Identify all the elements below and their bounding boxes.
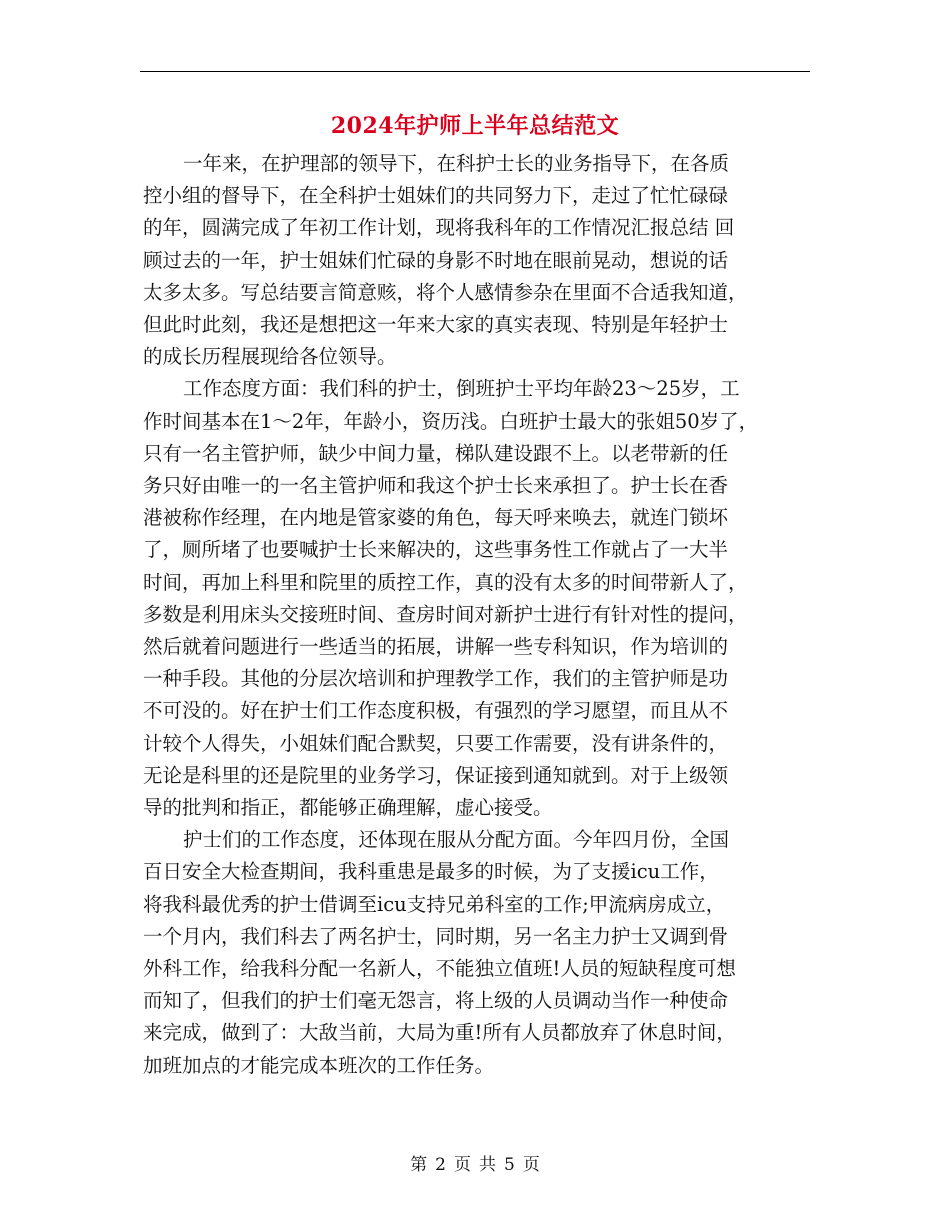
footer-page-unit: 页 <box>454 1155 471 1175</box>
text-line: 无论是科里的还是院里的业务学习，保证接到通知就到。对于上级领 <box>143 763 729 787</box>
text-line: 导的批判和指正，都能够正确理解，虚心接受。 <box>143 796 553 820</box>
text-line: 只有一名主管护师，缺少中间力量，梯队建设跟不上。以老带新的任 <box>143 441 729 465</box>
text-line: 的成长历程展现给各位领导。 <box>143 345 397 369</box>
text-line: 一种手段。其他的分层次培训和护理教学工作，我们的主管护师是功 <box>143 667 729 691</box>
text-line: 然后就着问题进行一些适当的拓展，讲解一些专科知识，作为培训的 <box>143 635 729 659</box>
text-line: 了，厕所堵了也要喊护士长来解决的，这些事务性工作就占了一大半 <box>143 538 729 562</box>
document-body <box>143 148 815 1082</box>
text-line: 来完成，做到了：大敌当前，大局为重!所有人员都放弃了休息时间， <box>143 1021 736 1045</box>
footer-prefix: 第 <box>410 1155 428 1175</box>
header-rule <box>140 71 810 72</box>
text-line: 一年来，在护理部的领导下，在科护士长的业务指导下，在各质 <box>183 152 730 175</box>
page-footer <box>0 1153 950 1177</box>
text-line: 作时间基本在1～2年，年龄小，资历浅。白班护士最大的张姐50岁了， <box>143 409 759 433</box>
paragraph-2 <box>143 373 815 824</box>
footer-total-prefix: 共 <box>479 1155 496 1175</box>
text-line: 计较个人得失，小姐妹们配合默契，只要工作需要，没有讲条件的， <box>143 731 729 755</box>
text-line: 而知了，但我们的护士们毫无怨言，将上级的人员调动当作一种使命 <box>143 989 729 1013</box>
text-line: 太多太多。写总结要言简意赅，将个人感情参杂在里面不合适我知道， <box>143 280 748 304</box>
paragraph-1 <box>143 148 815 373</box>
text-line: 港被称作经理，在内地是管家婆的角色，每天呼来唤去，就连门锁坏 <box>143 506 729 530</box>
text-line: 但此时此刻，我还是想把这一年来大家的真实表现、特别是年轻护士 <box>143 313 729 337</box>
text-line: 不可没的。好在护士们工作态度积极，有强烈的学习愿望，而且从不 <box>143 699 729 723</box>
text-line: 百日安全大检查期间，我科重患是最多的时候，为了支援icu工作， <box>143 860 719 884</box>
text-line: 控小组的督导下，在全科护士姐妹们的共同努力下，走过了忙忙碌碌 <box>143 184 729 208</box>
text-line: 务只好由唯一的一名主管护师和我这个护士长来承担了。护士长在香 <box>143 474 729 498</box>
text-line: 外科工作，给我科分配一名新人，不能独立值班!人员的短缺程度可想 <box>143 957 736 981</box>
text-line: 将我科最优秀的护士借调至icu支持兄弟科室的工作;甲流病房成立， <box>143 892 726 916</box>
footer-total-pages: 5 <box>504 1155 515 1175</box>
text-line: 多数是利用床头交接班时间、查房时间对新护士进行有针对性的提问， <box>143 602 748 626</box>
text-line: 工作态度方面：我们科的护士，倒班护士平均年龄23～25岁，工 <box>183 377 740 401</box>
text-line: 时间，再加上科里和院里的质控工作，真的没有太多的时间带新人了， <box>143 570 748 594</box>
text-line: 顾过去的一年，护士姐妹们忙碌的身影不时地在眼前晃动，想说的话 <box>143 248 729 272</box>
text-line: 的年，圆满完成了年初工作计划，现将我科年的工作情况汇报总结 回 <box>143 216 735 240</box>
footer-total-unit: 页 <box>522 1155 540 1175</box>
text-line: 加班加点的才能完成本班次的工作任务。 <box>143 1053 495 1077</box>
text-line: 一个月内，我们科去了两名护士，同时期，另一名主力护士又调到骨 <box>143 924 729 948</box>
paragraph-3 <box>143 824 815 1082</box>
document-title: 2024年护师上半年总结范文 <box>330 113 620 139</box>
footer-page-number: 2 <box>435 1155 446 1175</box>
text-line: 护士们的工作态度，还体现在服从分配方面。今年四月份，全国 <box>183 828 730 852</box>
